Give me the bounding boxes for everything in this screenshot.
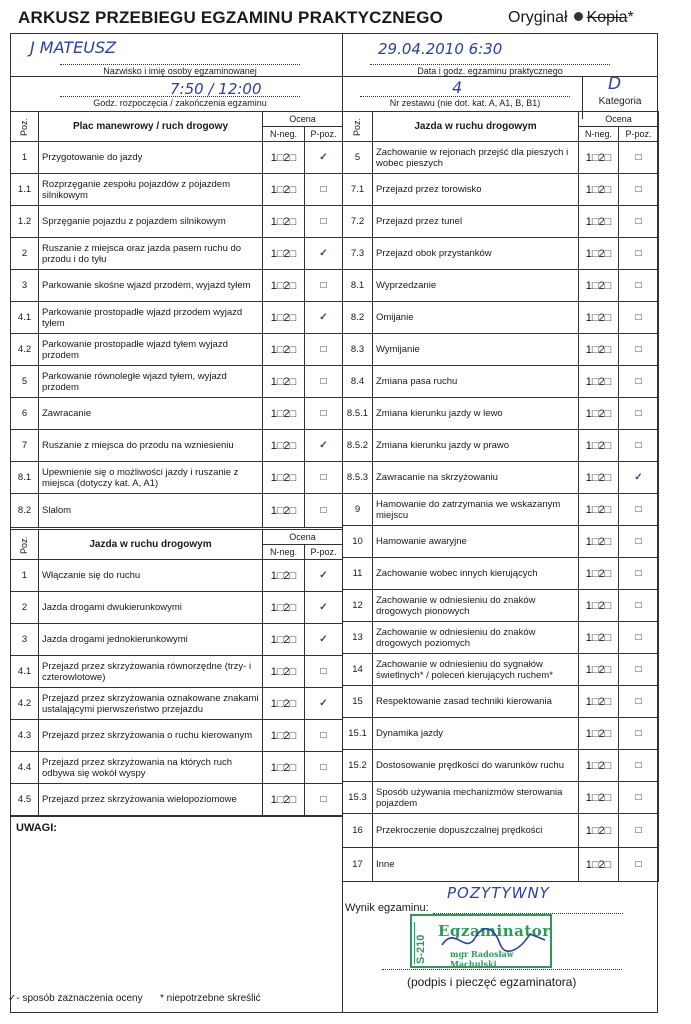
nneg-score-checkbox[interactable]: 1□2□	[263, 624, 305, 656]
table-row	[343, 622, 659, 654]
nneg-score-checkbox[interactable]: 1□2□	[579, 334, 619, 366]
ppoz-checkbox[interactable]: □	[305, 270, 343, 302]
ppoz-checkbox[interactable]: □	[305, 720, 343, 752]
row-label: Dynamika jazdy	[373, 718, 579, 750]
row-number: 3	[11, 270, 39, 302]
signature-dotted-line	[382, 969, 622, 970]
row-number: 8.5.2	[343, 430, 373, 462]
category-label: Kategoria	[598, 96, 642, 107]
row-number: 4.5	[11, 784, 39, 816]
ppoz-checkbox[interactable]: □	[305, 398, 343, 430]
row-label: Przygotowanie do jazdy	[39, 142, 263, 174]
row-number: 16	[343, 814, 373, 848]
section-header-jazda-left: Jazda w ruchu drogowym	[39, 530, 263, 560]
row-label: Przejazd przez skrzyżowania równorzędne (trzy- i czterowlotowe)	[39, 656, 263, 688]
ppoz-checkbox[interactable]: □	[619, 558, 659, 590]
nneg-score-checkbox[interactable]: 1□2□	[263, 206, 305, 238]
set-value: 4	[452, 78, 463, 97]
table-row	[343, 334, 659, 366]
row-label: Rozprzęganie zespołu pojazdów z pojazdem silnikowym	[39, 174, 263, 206]
ppoz-checkbox[interactable]: □	[619, 302, 659, 334]
row-number: 15	[343, 686, 373, 718]
nneg-score-checkbox[interactable]: 1□2□	[263, 270, 305, 302]
table-row	[343, 270, 659, 302]
row-number: 3	[11, 624, 39, 656]
ppoz-checkbox[interactable]: □	[619, 526, 659, 558]
table-row	[343, 814, 659, 848]
row-number: 15.1	[343, 718, 373, 750]
table-row	[343, 526, 659, 558]
left-table-manoeuvres	[10, 111, 343, 528]
table-row	[11, 142, 343, 174]
nneg-score-checkbox[interactable]: 1□2□	[263, 430, 305, 462]
table-row	[343, 782, 659, 814]
table-row	[11, 270, 343, 302]
table-row	[11, 398, 343, 430]
date-value: 29.04.2010 6:30	[378, 40, 503, 58]
ppoz-checkbox[interactable]: □	[305, 206, 343, 238]
row-label: Zawracanie	[39, 398, 263, 430]
table-row	[343, 206, 659, 238]
nneg-score-checkbox[interactable]: 1□2□	[263, 238, 305, 270]
asterisk: *	[627, 9, 634, 26]
nneg-score-checkbox[interactable]: 1□2□	[579, 366, 619, 398]
ppoz-checkbox[interactable]: □	[619, 494, 659, 526]
ppoz-checkbox[interactable]: □	[619, 848, 659, 882]
nneg-score-checkbox[interactable]: 1□2□	[263, 462, 305, 494]
row-label: Zachowanie w odniesieniu do sygnałów świetlnych* / poleceń kierujących ruchem*	[373, 654, 579, 686]
nneg-score-checkbox[interactable]: 1□2□	[579, 398, 619, 430]
copy-label: Kopia	[586, 9, 628, 26]
row-label: Sprzęganie pojazdu z pojazdem silnikowym	[39, 206, 263, 238]
table-row	[343, 494, 659, 526]
ppoz-checkbox[interactable]: □	[305, 334, 343, 366]
tick-legend: ✓- sposób zaznaczenia oceny	[8, 993, 143, 1004]
ppoz-checkbox[interactable]: ✓	[305, 624, 343, 656]
table-row	[343, 750, 659, 782]
ppoz-checkbox[interactable]: □	[619, 238, 659, 270]
row-number: 7.3	[343, 238, 373, 270]
row-label: Sposób używania mechanizmów sterowania pojazdem	[373, 782, 579, 814]
row-label: Hamowanie awaryjne	[373, 526, 579, 558]
row-label: Inne	[373, 848, 579, 882]
row-number: 8.4	[343, 366, 373, 398]
nneg-score-checkbox[interactable]: 1□2□	[579, 848, 619, 882]
ppoz-checkbox[interactable]: □	[305, 494, 343, 528]
category-value: D	[608, 74, 622, 94]
nneg-score-checkbox[interactable]: 1□2□	[263, 398, 305, 430]
row-label: Ruszanie z miejsca oraz jazda pasem ruchu do przodu i do tyłu	[39, 238, 263, 270]
nneg-score-checkbox[interactable]: 1□2□	[579, 590, 619, 622]
table-row	[11, 688, 343, 720]
date-label: Data i godz. egzaminu praktycznego	[370, 64, 610, 76]
ppoz-checkbox[interactable]: □	[619, 142, 659, 174]
row-label: Respektowanie zasad techniki kierowania	[373, 686, 579, 718]
ocena-header-2: Ocena	[263, 530, 343, 545]
table-row	[343, 718, 659, 750]
row-number: 8.5.1	[343, 398, 373, 430]
ppoz-checkbox[interactable]: □	[305, 784, 343, 816]
nneg-score-checkbox[interactable]: 1□2□	[579, 814, 619, 848]
stamp-title: Egzaminator	[438, 922, 551, 940]
nneg-score-checkbox[interactable]: 1□2□	[263, 752, 305, 784]
ppoz-header-3: P-poz.	[619, 127, 659, 142]
row-label: Parkowanie prostopadłe wjazd przodem wyjazd tyłem	[39, 302, 263, 334]
nneg-header-2: N-neg.	[263, 545, 305, 560]
row-label: Omijanie	[373, 302, 579, 334]
row-number: 7.1	[343, 174, 373, 206]
row-number: 4.2	[11, 688, 39, 720]
nneg-score-checkbox[interactable]: 1□2□	[579, 718, 619, 750]
selected-dot-icon	[574, 12, 583, 21]
ppoz-checkbox[interactable]: ✓	[305, 592, 343, 624]
nneg-score-checkbox[interactable]: 1□2□	[579, 750, 619, 782]
table-row	[343, 590, 659, 622]
row-label: Przejazd przez skrzyżowania wielopoziomowe	[39, 784, 263, 816]
row-number: 2	[11, 592, 39, 624]
ppoz-checkbox[interactable]: □	[305, 752, 343, 784]
row-label: Przejazd przez skrzyżowania na których ruch odbywa się wokół wyspy	[39, 752, 263, 784]
nneg-score-checkbox[interactable]: 1□2□	[263, 592, 305, 624]
nneg-score-checkbox[interactable]: 1□2□	[579, 142, 619, 174]
table-row	[343, 654, 659, 686]
table-row	[343, 142, 659, 174]
row-number: 8.1	[343, 270, 373, 302]
nneg-score-checkbox[interactable]: 1□2□	[263, 302, 305, 334]
table-row	[343, 398, 659, 430]
nneg-score-checkbox[interactable]: 1□2□	[263, 334, 305, 366]
row-number: 1	[11, 560, 39, 592]
examiner-signature-icon	[440, 920, 550, 960]
table-row	[11, 174, 343, 206]
row-number: 1	[11, 142, 39, 174]
ppoz-checkbox[interactable]: ✓	[305, 688, 343, 720]
ppoz-checkbox[interactable]: ✓	[619, 462, 659, 494]
table-row	[11, 206, 343, 238]
nneg-score-checkbox[interactable]: 1□2□	[263, 720, 305, 752]
ppoz-checkbox[interactable]: ✓	[305, 238, 343, 270]
ppoz-header: P-poz.	[305, 127, 343, 142]
table-row	[343, 302, 659, 334]
row-label: Parkowanie prostopadłe wjazd tyłem wyjazd przodem	[39, 334, 263, 366]
row-number: 8.5.3	[343, 462, 373, 494]
ppoz-checkbox[interactable]: ✓	[305, 142, 343, 174]
form-title: ARKUSZ PRZEBIEGU EGZAMINU PRAKTYCZNEGO	[18, 8, 444, 27]
row-number: 15.3	[343, 782, 373, 814]
table-row	[11, 494, 343, 528]
row-number: 8.1	[11, 462, 39, 494]
original-copy-marker	[508, 9, 634, 27]
row-number: 11	[343, 558, 373, 590]
table-row	[11, 334, 343, 366]
poz-header-3: Poz.	[343, 112, 373, 142]
table-row	[11, 238, 343, 270]
ppoz-header-2: P-poz.	[305, 545, 343, 560]
ppoz-checkbox[interactable]: □	[305, 174, 343, 206]
row-label: Przejazd przez skrzyżowania oznakowane znakami ustalającymi pierwszeństwo przejazdu	[39, 688, 263, 720]
section-header-plac: Plac manewrowy / ruch drogowy	[39, 112, 263, 142]
nneg-header-3: N-neg.	[579, 127, 619, 142]
nneg-score-checkbox[interactable]: 1□2□	[579, 526, 619, 558]
row-label: Hamowanie do zatrzymania we wskazanym miejscu	[373, 494, 579, 526]
footer-divider	[342, 816, 343, 1013]
ppoz-checkbox[interactable]: □	[619, 206, 659, 238]
row-label: Parkowanie równoległe wjazd tyłem, wyjazd przodem	[39, 366, 263, 398]
ppoz-checkbox[interactable]: □	[619, 430, 659, 462]
ppoz-checkbox[interactable]: □	[619, 270, 659, 302]
row-label: Ruszanie z miejsca do przodu na wzniesieniu	[39, 430, 263, 462]
row-label: Przejazd przez torowisko	[373, 174, 579, 206]
ppoz-checkbox[interactable]: □	[619, 174, 659, 206]
original-label: Oryginał	[508, 9, 568, 26]
row-number: 14	[343, 654, 373, 686]
table-row	[11, 752, 343, 784]
ppoz-checkbox[interactable]: ✓	[305, 560, 343, 592]
table-row	[343, 174, 659, 206]
row-label: Zachowanie w rejonach przejść dla pieszych i wobec pieszych	[373, 142, 579, 174]
ocena-header-3: Ocena	[579, 112, 659, 127]
nneg-score-checkbox[interactable]: 1□2□	[263, 174, 305, 206]
table-row	[11, 720, 343, 752]
ocena-header: Ocena	[263, 112, 343, 127]
table-row	[343, 558, 659, 590]
row-label: Przejazd obok przystanków	[373, 238, 579, 270]
signature-caption: (podpis i pieczęć egzaminatora)	[407, 975, 577, 989]
nneg-score-checkbox[interactable]: 1□2□	[579, 238, 619, 270]
nneg-score-checkbox[interactable]: 1□2□	[579, 622, 619, 654]
row-number: 4.4	[11, 752, 39, 784]
info-row-divider	[10, 76, 658, 77]
poz-header: Poz.	[11, 112, 39, 142]
row-number: 9	[343, 494, 373, 526]
nneg-score-checkbox[interactable]: 1□2□	[263, 688, 305, 720]
row-label: Przekroczenie dopuszczalnej prędkości	[373, 814, 579, 848]
row-label: Zachowanie w odniesieniu do znaków drogowych pionowych	[373, 590, 579, 622]
row-label: Włączanie się do ruchu	[39, 560, 263, 592]
table-row	[11, 560, 343, 592]
nneg-score-checkbox[interactable]: 1□2□	[579, 206, 619, 238]
row-label: Jazda drogami jednokierunkowymi	[39, 624, 263, 656]
row-number: 6	[11, 398, 39, 430]
ppoz-checkbox[interactable]: □	[305, 366, 343, 398]
row-number: 7.2	[343, 206, 373, 238]
nneg-score-checkbox[interactable]: 1□2□	[579, 174, 619, 206]
row-label: Parkowanie skośne wjazd przodem, wyjazd tyłem	[39, 270, 263, 302]
row-label: Dostosowanie prędkości do warunków ruchu	[373, 750, 579, 782]
ppoz-checkbox[interactable]: □	[619, 622, 659, 654]
nneg-score-checkbox[interactable]: 1□2□	[579, 430, 619, 462]
time-value: 7:50 / 12:00	[170, 80, 262, 98]
set-label: Nr zestawu (nie dot. kat. A, A1, B, B1)	[360, 96, 570, 108]
table-row	[11, 302, 343, 334]
nneg-score-checkbox[interactable]: 1□2□	[579, 270, 619, 302]
nneg-score-checkbox[interactable]: 1□2□	[263, 494, 305, 528]
ppoz-checkbox[interactable]: ✓	[305, 430, 343, 462]
row-number: 5	[343, 142, 373, 174]
row-label: Zmiana pasa ruchu	[373, 366, 579, 398]
row-number: 17	[343, 848, 373, 882]
table-row	[343, 848, 659, 882]
row-label: Slalom	[39, 494, 263, 528]
nneg-score-checkbox[interactable]: 1□2□	[263, 142, 305, 174]
row-label: Zmiana kierunku jazdy w prawo	[373, 430, 579, 462]
nneg-score-checkbox[interactable]: 1□2□	[263, 784, 305, 816]
row-number: 7	[11, 430, 39, 462]
row-number: 5	[11, 366, 39, 398]
row-number: 8.2	[11, 494, 39, 528]
row-label: Wyprzedzanie	[373, 270, 579, 302]
nneg-score-checkbox[interactable]: 1□2□	[263, 656, 305, 688]
right-table-traffic	[342, 111, 659, 882]
table-row	[11, 656, 343, 688]
row-label: Zachowanie w odniesieniu do znaków drogowych poziomych	[373, 622, 579, 654]
nneg-score-checkbox[interactable]: 1□2□	[579, 558, 619, 590]
ppoz-checkbox[interactable]: □	[619, 654, 659, 686]
row-number: 4.1	[11, 656, 39, 688]
row-label: Przejazd przez skrzyżowania o ruchu kierowanym	[39, 720, 263, 752]
nneg-score-checkbox[interactable]: 1□2□	[579, 302, 619, 334]
row-number: 12	[343, 590, 373, 622]
row-number: 13	[343, 622, 373, 654]
row-number: 8.3	[343, 334, 373, 366]
ppoz-checkbox[interactable]: □	[305, 656, 343, 688]
row-number: 4.1	[11, 302, 39, 334]
ppoz-checkbox[interactable]: □	[619, 718, 659, 750]
table-row	[343, 462, 659, 494]
row-number: 1.1	[11, 174, 39, 206]
nneg-score-checkbox[interactable]: 1□2□	[579, 782, 619, 814]
row-label: Przejazd przez tunel	[373, 206, 579, 238]
row-label: Zmiana kierunku jazdy w lewo	[373, 398, 579, 430]
ppoz-checkbox[interactable]: □	[305, 462, 343, 494]
uwagi-label: UWAGI:	[16, 822, 57, 834]
ppoz-checkbox[interactable]: ✓	[305, 302, 343, 334]
ppoz-checkbox[interactable]: □	[619, 750, 659, 782]
table-row	[11, 624, 343, 656]
table-row	[11, 784, 343, 816]
stamp-code: S-210	[414, 922, 430, 964]
ppoz-checkbox[interactable]: □	[619, 686, 659, 718]
nneg-score-checkbox[interactable]: 1□2□	[263, 366, 305, 398]
name-label: Nazwisko i imię osoby egzaminowanej	[60, 64, 300, 76]
row-number: 4.2	[11, 334, 39, 366]
table-row	[11, 592, 343, 624]
ppoz-checkbox[interactable]: □	[619, 782, 659, 814]
table-row	[343, 430, 659, 462]
nneg-score-checkbox[interactable]: 1□2□	[579, 494, 619, 526]
table-row	[343, 238, 659, 270]
ppoz-checkbox[interactable]: □	[619, 398, 659, 430]
row-number: 15.2	[343, 750, 373, 782]
result-label: Wynik egzaminu:	[345, 902, 429, 914]
left-table-traffic	[10, 529, 343, 816]
ppoz-checkbox[interactable]: □	[619, 366, 659, 398]
nneg-score-checkbox[interactable]: 1□2□	[579, 462, 619, 494]
row-label: Jazda drogami dwukierunkowymi	[39, 592, 263, 624]
row-label: Wymijanie	[373, 334, 579, 366]
uwagi-top-line	[10, 816, 342, 817]
ppoz-checkbox[interactable]: □	[619, 590, 659, 622]
strike-legend: * niepotrzebne skreślić	[160, 993, 261, 1004]
nneg-score-checkbox[interactable]: 1□2□	[579, 686, 619, 718]
row-number: 1.2	[11, 206, 39, 238]
result-value: POZYTYWNY	[447, 884, 550, 902]
ppoz-checkbox[interactable]: □	[619, 814, 659, 848]
row-label: Zawracanie na skrzyżowaniu	[373, 462, 579, 494]
row-number: 10	[343, 526, 373, 558]
table-row	[11, 430, 343, 462]
table-row	[11, 366, 343, 398]
nneg-score-checkbox[interactable]: 1□2□	[263, 560, 305, 592]
poz-header-2: Poz.	[11, 530, 39, 560]
name-value: J MATEUSZ	[30, 38, 117, 57]
table-row	[11, 462, 343, 494]
nneg-header: N-neg.	[263, 127, 305, 142]
section-header-jazda-right: Jazda w ruchu drogowym	[373, 112, 579, 142]
nneg-score-checkbox[interactable]: 1□2□	[579, 654, 619, 686]
row-label: Zachowanie wobec innych kierujących	[373, 558, 579, 590]
time-label: Godz. rozpoczęcia / zakończenia egzaminu	[60, 96, 300, 108]
stamp-name: mgr Radosław Machulski	[450, 949, 514, 969]
row-number: 4.3	[11, 720, 39, 752]
table-row	[343, 366, 659, 398]
row-number: 2	[11, 238, 39, 270]
row-number: 8.2	[343, 302, 373, 334]
ppoz-checkbox[interactable]: □	[619, 334, 659, 366]
table-row	[343, 686, 659, 718]
row-label: Upewnienie się o możliwości jazdy i ruszanie z miejsca (dotyczy kat. A, A1)	[39, 462, 263, 494]
